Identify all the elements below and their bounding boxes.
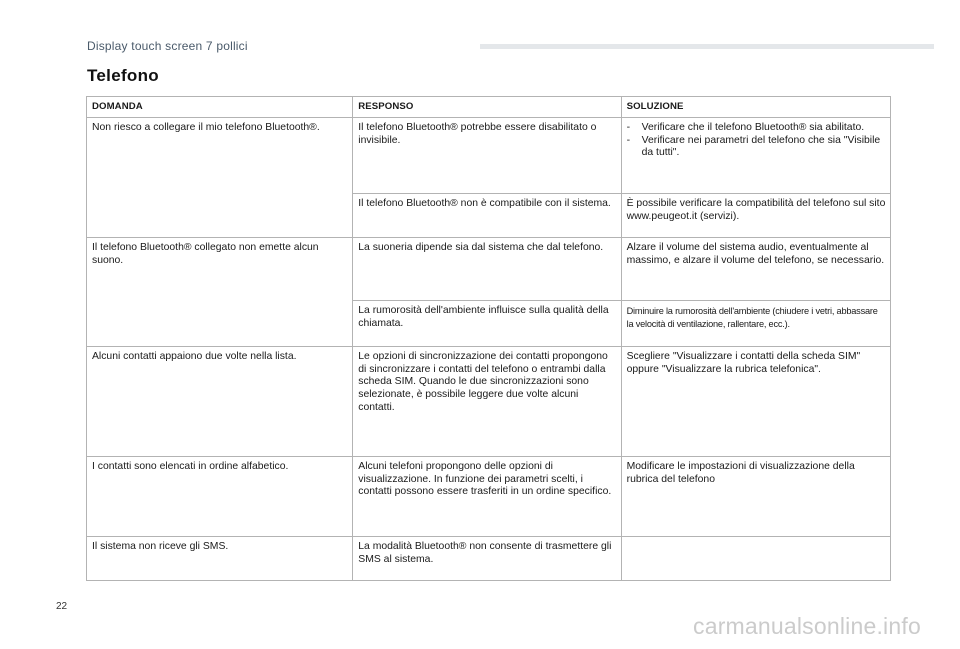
list-dash: - — [626, 122, 631, 133]
column-header-answer: RESPONSO — [353, 97, 621, 118]
section-header-label: Display touch screen 7 pollici — [87, 39, 248, 53]
table-header-row — [87, 97, 891, 118]
question-cell: Il telefono Bluetooth® collegato non emette alcun suono. — [87, 238, 353, 301]
question-cell: Il sistema non riceve gli SMS. — [87, 537, 353, 581]
column-header-question: DOMANDA — [87, 97, 353, 118]
solution-cell: È possibile verificare la compatibilità del telefono sul sito www.peugeot.it (servizi). — [621, 194, 890, 238]
table-row — [87, 118, 891, 194]
list-dash: - — [626, 134, 631, 146]
solution-list — [627, 122, 886, 160]
question-cell — [87, 194, 353, 238]
question-cell — [87, 301, 353, 347]
table-row — [87, 457, 891, 537]
solution-cell — [621, 537, 890, 581]
watermark-text: carmanualsonline.info — [693, 613, 921, 639]
page-title: Telefono — [87, 66, 159, 85]
solution-cell: Alzare il volume del sistema audio, eventualmente al massimo, e alzare il volume del telefono, se necessario. — [621, 238, 890, 301]
answer-cell: Alcuni telefoni propongono delle opzioni di visualizzazione. In funzione dei parametri scelti, i contatti possono essere trasferiti in un ordine specifico. — [353, 457, 621, 537]
answer-cell: La modalità Bluetooth® non consente di trasmettere gli SMS al sistema. — [353, 537, 621, 581]
table-row — [87, 301, 891, 347]
solution-list-item — [627, 135, 886, 160]
answer-cell: La suoneria dipende sia dal sistema che dal telefono. — [353, 238, 621, 301]
question-cell: I contatti sono elencati in ordine alfabetico. — [87, 457, 353, 537]
solution-cell: Scegliere "Visualizzare i contatti della scheda SIM" oppure "Visualizzare la rubrica telefonica". — [621, 347, 890, 457]
header-divider-bar — [480, 44, 934, 49]
troubleshooting-table — [86, 96, 891, 581]
solution-cell — [621, 118, 890, 194]
page-number: 22 — [56, 601, 68, 612]
solution-list-item-text: Verificare che il telefono Bluetooth® sia abilitato. — [641, 122, 865, 133]
solution-list-item-text: Verificare nei parametri del telefono che sia "Visibile da tutti". — [641, 134, 881, 159]
solution-cell: Modificare le impostazioni di visualizzazione della rubrica del telefono — [621, 457, 890, 537]
solution-list-item — [627, 122, 886, 135]
table-row — [87, 238, 891, 301]
solution-cell: Diminuire la rumorosità dell'ambiente (chiudere i vetri, abbassare la velocità di ventilazione, rallentare, ecc.). — [621, 301, 890, 347]
answer-cell: Il telefono Bluetooth® non è compatibile con il sistema. — [353, 194, 621, 238]
answer-cell: Le opzioni di sincronizzazione dei contatti propongono di sincronizzare i contatti del telefono o entrambi dalla scheda SIM. Quando le due sincronizzazioni sono selezionate, è possibile leggere due volte alcuni contatti. — [353, 347, 621, 457]
answer-cell: La rumorosità dell'ambiente influisce sulla qualità della chiamata. — [353, 301, 621, 347]
question-cell: Non riesco a collegare il mio telefono Bluetooth®. — [87, 118, 353, 194]
table-row — [87, 194, 891, 238]
question-cell: Alcuni contatti appaiono due volte nella lista. — [87, 347, 353, 457]
answer-cell: Il telefono Bluetooth® potrebbe essere disabilitato o invisibile. — [353, 118, 621, 194]
column-header-solution: SOLUZIONE — [621, 97, 890, 118]
table-row — [87, 347, 891, 457]
table-row — [87, 537, 891, 581]
